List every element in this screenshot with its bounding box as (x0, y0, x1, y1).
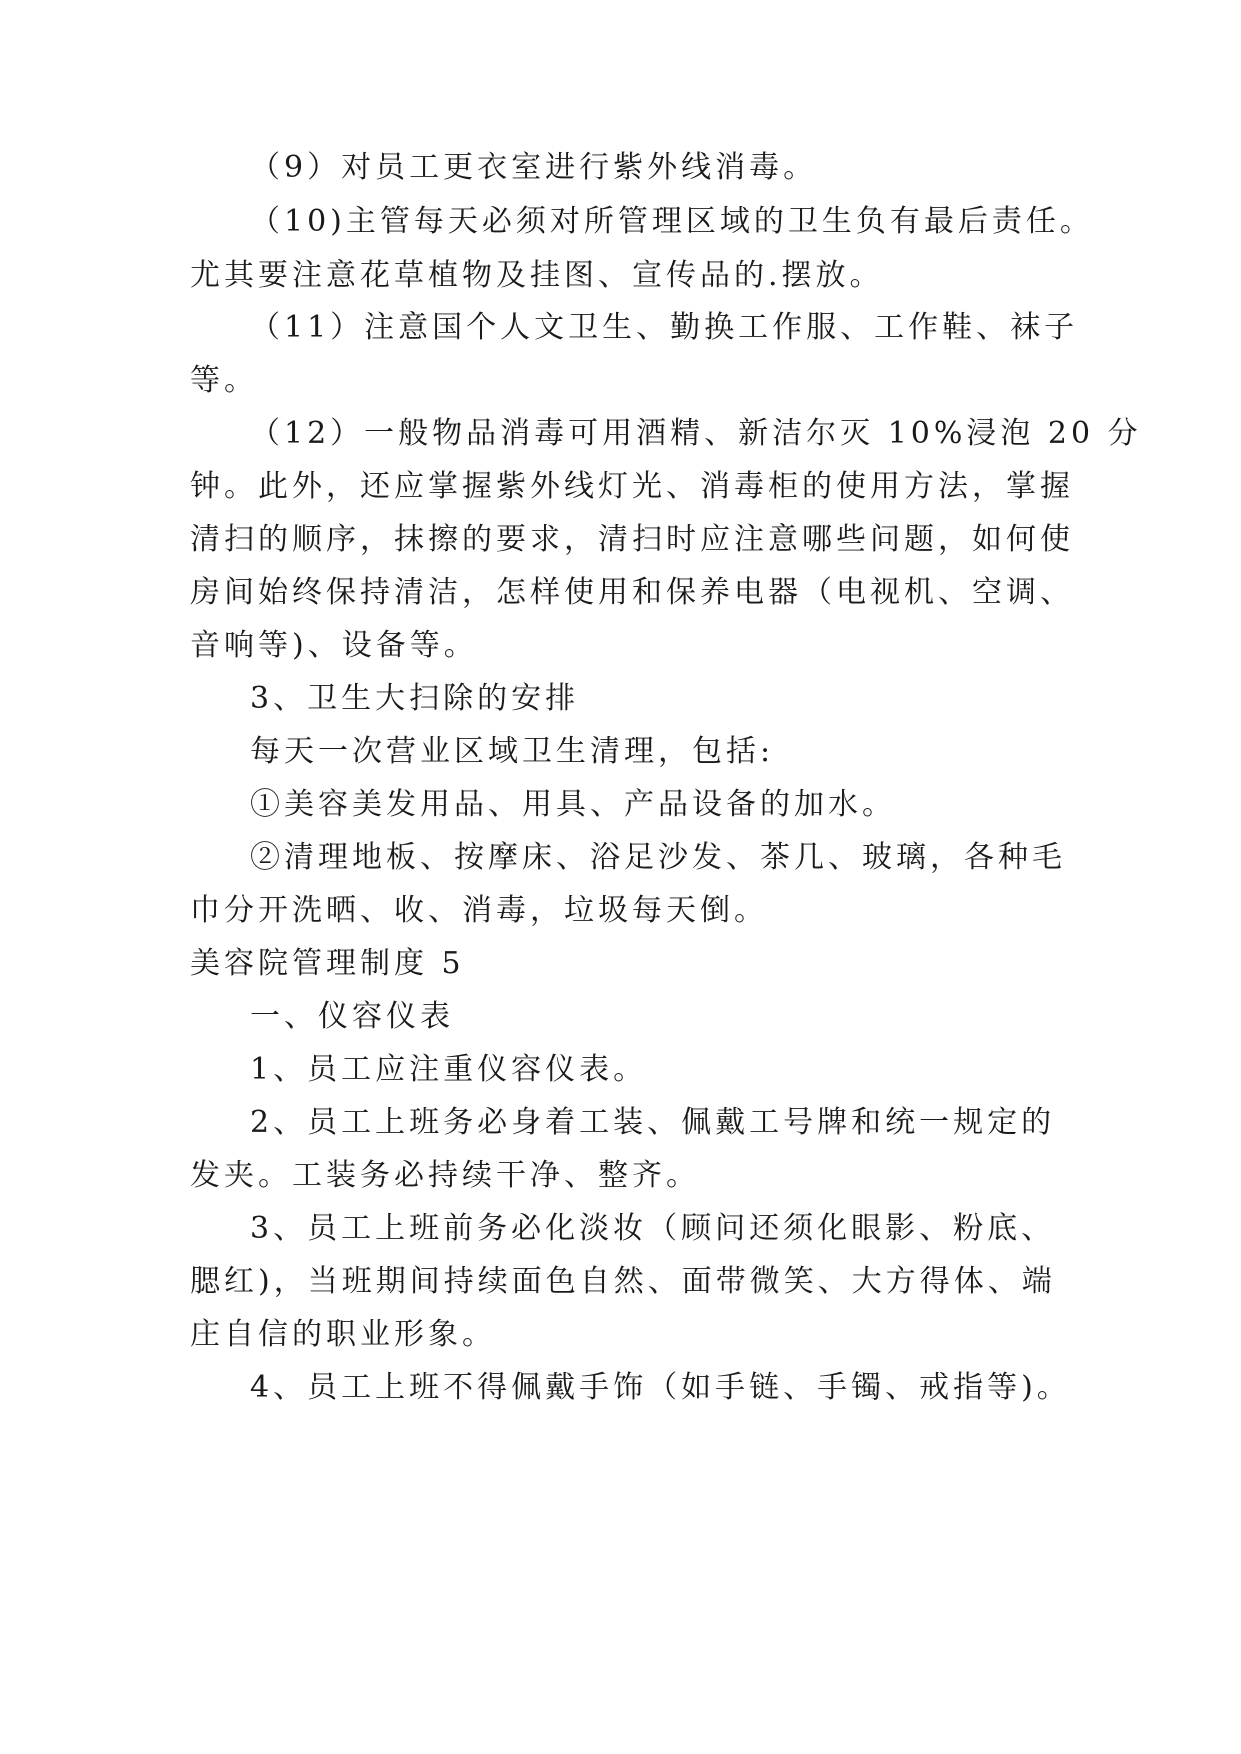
text-line: 等。 (190, 363, 258, 398)
text-line: （9）对员工更衣室进行紫外线消毒。 (250, 150, 818, 185)
text-line: 庄自信的职业形象。 (190, 1317, 496, 1352)
document-title: 美容院管理制度 5 (190, 946, 465, 981)
text-line: 发夹。工装务必持续干净、整齐。 (190, 1158, 700, 1193)
text-line: 清扫的顺序，抹擦的要求，清扫时应注意哪些问题，如何使 (190, 522, 1074, 557)
text-line: 巾分开洗晒、收、消毒，垃圾每天倒。 (190, 893, 768, 928)
text-line: （10)主管每天必须对所管理区域的卫生负有最后责任。 (250, 204, 1094, 239)
text-line: 腮红)，当班期间持续面色自然、面带微笑、大方得体、端 (190, 1264, 1056, 1299)
text-line: 每天一次营业区域卫生清理，包括: (250, 734, 775, 769)
text-line: （12）一般物品消毒可用酒精、新洁尔灭 10%浸泡 20 分 (250, 416, 1142, 451)
list-item: ②清理地板、按摩床、浴足沙发、茶几、玻璃，各种毛 (250, 840, 1066, 875)
text-line: （11）注意国个人文卫生、勤换工作服、工作鞋、袜子 (250, 310, 1079, 345)
list-item: 1、员工应注重仪容仪表。 (250, 1052, 648, 1087)
section-heading: 一、仪容仪表 (250, 999, 454, 1034)
text-line: 音响等)、设备等。 (190, 628, 478, 663)
text-line: 尤其要注意花草植物及挂图、宣传品的.摆放。 (190, 258, 884, 293)
list-item: ①美容美发用品、用具、产品设备的加水。 (250, 787, 896, 822)
list-item: 2、员工上班务必身着工装、佩戴工号牌和统一规定的 (250, 1105, 1056, 1140)
text-line: 房间始终保持清洁，怎样使用和保养电器（电视机、空调、 (190, 575, 1074, 610)
text-line: 钟。此外，还应掌握紫外线灯光、消毒柜的使用方法，掌握 (190, 469, 1074, 504)
list-item: 4、员工上班不得佩戴手饰（如手链、手镯、戒指等)。 (250, 1370, 1071, 1405)
list-item: 3、员工上班前务必化淡妆（顾问还须化眼影、粉底、 (250, 1211, 1056, 1246)
section-heading: 3、卫生大扫除的安排 (250, 681, 580, 716)
